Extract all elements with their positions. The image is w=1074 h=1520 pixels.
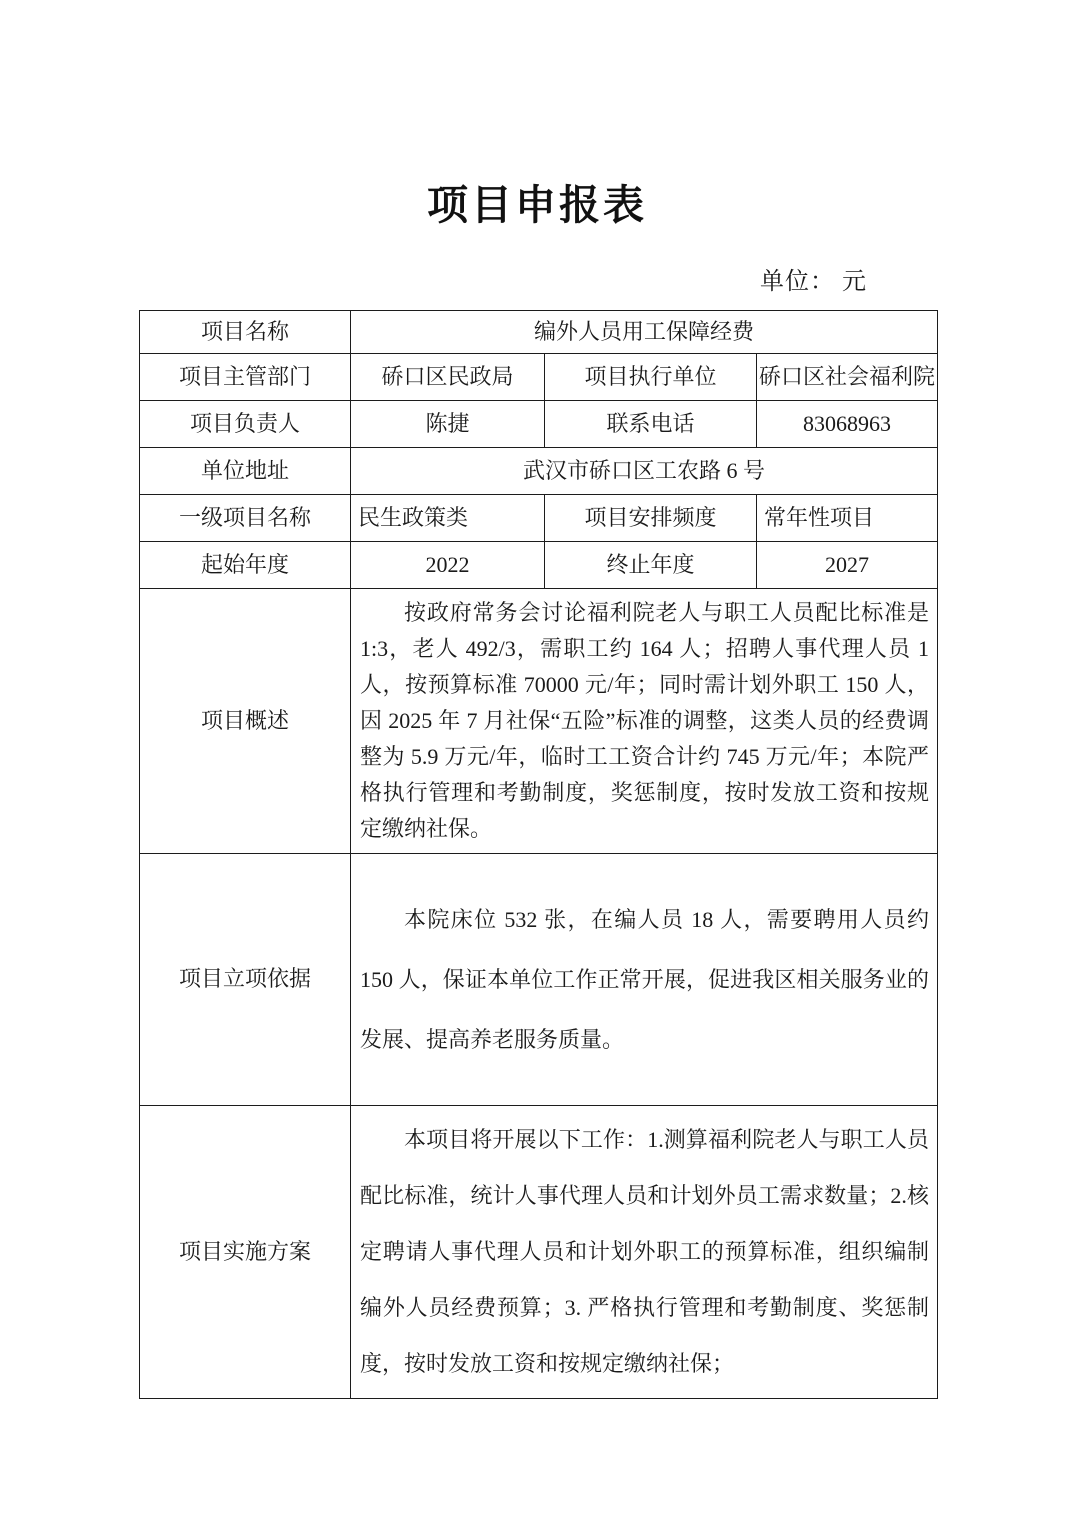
row-leader-phone (140, 401, 938, 448)
field-value-plan (351, 1106, 938, 1399)
field-label-plan: 项目实施方案 (140, 1106, 351, 1399)
field-value-project-name: 编外人员用工保障经费 (351, 311, 938, 354)
field-value-executing-unit: 硚口区社会福利院 (757, 354, 938, 401)
field-value-overview (351, 589, 938, 854)
overview-paragraph: 按政府常务会讨论福利院老人与职工人员配比标准是 1:3，老人 492/3，需职工约 164 人；招聘人事代理人员 1 人，按预算标准 70000 元/年；同时需计划外职工 150 人，因 2025 年 7 月社保“五险”标准的调整，这类人员的经费调整为 5.9 万元/年，临时工工资合计约 745 万元/年；本院严格执行管理和考勤制度，奖惩制度，按时发放工资和按规定缴纳社保。 (360, 600, 929, 841)
field-value-start-year: 2022 (351, 542, 545, 589)
field-label-address: 单位地址 (140, 448, 351, 495)
field-label-phone: 联系电话 (545, 401, 757, 448)
row-project-plan (140, 1106, 938, 1399)
field-label-overview: 项目概述 (140, 589, 351, 854)
plan-paragraph: 本项目将开展以下工作：1.测算福利院老人与职工人员配比标准，统计人事代理人员和计划外员工需求数量；2.核定聘请人事代理人员和计划外职工的预算标准，组织编制编外人员经费预算；3. 严格执行管理和考勤制度、奖惩制度，按时发放工资和按规定缴纳社保； (360, 1127, 929, 1376)
basis-paragraph: 本院床位 532 张，在编人员 18 人，需要聘用人员约 150 人，保证本单位工作正常开展，促进我区相关服务业的发展、提高养老服务质量。 (360, 906, 929, 1052)
field-label-executing-unit: 项目执行单位 (545, 354, 757, 401)
field-value-frequency: 常年性项目 (757, 495, 938, 542)
field-label-supervisor-dept: 项目主管部门 (140, 354, 351, 401)
row-project-basis (140, 854, 938, 1106)
field-value-end-year: 2027 (757, 542, 938, 589)
field-value-supervisor-dept: 硚口区民政局 (351, 354, 545, 401)
row-category-frequency (140, 495, 938, 542)
field-value-phone: 83068963 (757, 401, 938, 448)
project-application-table (139, 310, 938, 1399)
field-label-level1-name: 一级项目名称 (140, 495, 351, 542)
field-value-address: 武汉市硚口区工农路 6 号 (351, 448, 938, 495)
field-label-basis: 项目立项依据 (140, 854, 351, 1106)
row-departments (140, 354, 938, 401)
document-title: 项目申报表 (427, 182, 647, 228)
row-address (140, 448, 938, 495)
row-years (140, 542, 938, 589)
field-value-leader: 陈捷 (351, 401, 545, 448)
field-value-basis (351, 854, 938, 1106)
field-label-end-year: 终止年度 (545, 542, 757, 589)
unit-label: 单位： 元 (760, 269, 867, 295)
row-project-name (140, 311, 938, 354)
field-label-start-year: 起始年度 (140, 542, 351, 589)
field-label-leader: 项目负责人 (140, 401, 351, 448)
row-project-overview (140, 589, 938, 854)
field-value-level1-name: 民生政策类 (351, 495, 545, 542)
field-label-frequency: 项目安排频度 (545, 495, 757, 542)
field-label-project-name: 项目名称 (140, 311, 351, 354)
